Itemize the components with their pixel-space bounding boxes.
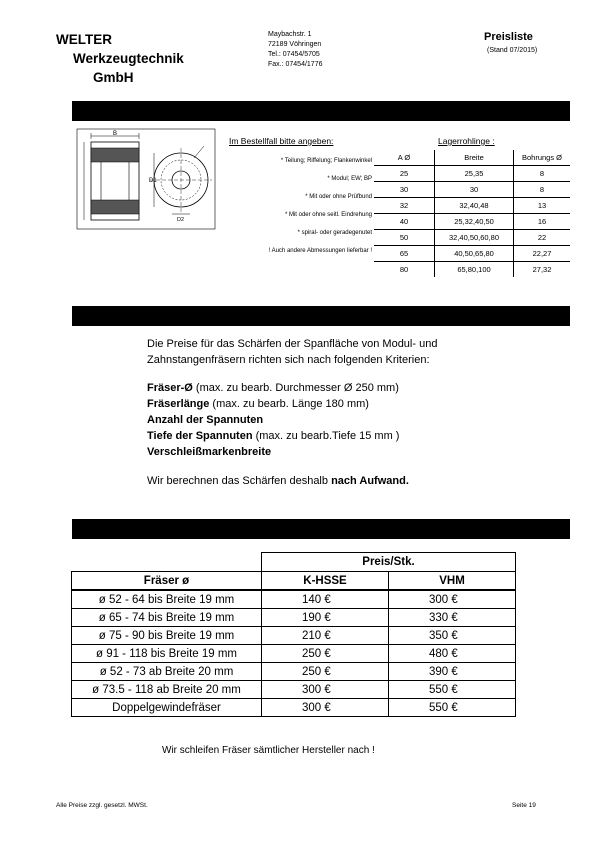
company-line-1: WELTER [56, 32, 112, 47]
company-line-3: GmbH [93, 70, 134, 85]
criterion-length: Fräserlänge (max. zu bearb. Länge 180 mm) [147, 398, 369, 410]
intro-line-1: Die Preise für das Schärfen der Spanfläche von Modul- und [147, 338, 438, 350]
order-item: * Modul; EW; BP [327, 176, 372, 182]
table-row: ø 75 - 90 bis Breite 19 mm 210 € 350 € [72, 627, 516, 645]
table-row: ø 52 - 64 bis Breite 19 mm 140 € 300 € [72, 590, 516, 609]
page-title: Preisliste [484, 31, 533, 43]
col-header: VHM [389, 572, 516, 591]
table-header-row [72, 572, 516, 591]
address-city: 72189 Vöhringen [268, 41, 322, 48]
col-header: K-HSSE [262, 572, 389, 591]
table-row: 32 32,40,48 13 [374, 198, 570, 214]
criterion-diameter: Fräser-Ø (max. zu bearb. Durchmesser Ø 250 mm) [147, 382, 399, 394]
price-table [71, 552, 516, 717]
table-row: Doppelgewindefräser 300 € 550 € [72, 699, 516, 717]
order-item: * spiral- oder geradegenutet [297, 230, 372, 236]
address-street: Maybachstr. 1 [268, 31, 312, 38]
table-row: 30 30 8 [374, 182, 570, 198]
section-bar-3 [72, 519, 570, 539]
table-row: ø 73.5 - 118 ab Breite 20 mm 300 € 550 € [72, 681, 516, 699]
table-row: ø 65 - 74 bis Breite 19 mm 190 € 330 € [72, 609, 516, 627]
col-header: A Ø [374, 150, 435, 166]
label-d2: D2 [177, 217, 185, 223]
manufacturer-note: Wir schleifen Fräser sämtlicher Hersteller nach ! [162, 745, 375, 756]
table-row: 65 40,50,65,80 22,27 [374, 246, 570, 262]
order-item: * Teilung; Riffelung; Flankenwinkel [280, 158, 372, 164]
criterion-wear: Verschleißmarkenbreite [147, 446, 272, 458]
criterion-flutes: Anzahl der Spannuten [147, 414, 264, 426]
intro-line-2: Zahnstangenfräsern richten sich nach folgenden Kriterien: [147, 354, 430, 366]
table-row: 40 25,32,40,50 16 [374, 214, 570, 230]
address-phone: Tel.: 07454/5705 [268, 51, 320, 58]
table-header-row [374, 150, 570, 166]
table-row: ø 52 - 73 ab Breite 20 mm 250 € 390 € [72, 663, 516, 681]
cutter-drawing [76, 128, 216, 230]
pricing-criteria [147, 336, 547, 489]
company-address [268, 30, 323, 70]
order-item: * Mit oder ohne seitl. Eindrehung [284, 212, 372, 218]
company-line-2: Werkzeugtechnik [73, 51, 184, 66]
table-row: 50 32,40,50,60,80 22 [374, 230, 570, 246]
stock-blanks-table [374, 150, 570, 277]
table-row: 80 65,80,100 27,32 [374, 262, 570, 278]
criterion-depth: Tiefe der Spannuten (max. zu bearb.Tiefe 15 mm ) [147, 430, 400, 442]
order-item: * Mit oder ohne Prüfbund [305, 194, 372, 200]
order-info-list [222, 152, 372, 260]
label-b: B [113, 131, 118, 137]
company-name [56, 30, 184, 87]
address-fax: Fax.: 07454/1776 [268, 61, 323, 68]
col-header: Fräser ø [72, 572, 262, 591]
label-d1: D1 [149, 178, 157, 184]
calculation-note: Wir berechnen das Schärfen deshalb nach Aufwand. [147, 475, 409, 487]
footer-vat-note: Alle Preise zzgl. gesetzl. MWSt. [56, 802, 148, 809]
order-item: ! Auch andere Abmessungen lieferbar ! [268, 248, 372, 254]
col-header: Bohrungs Ø [514, 150, 571, 166]
order-info-title: Im Bestellfall bitte angeben: [229, 136, 334, 146]
price-group-header: Preis/Stk. [262, 553, 516, 572]
section-bar-1 [72, 101, 570, 121]
stand-date: (Stand 07/2015) [487, 47, 538, 54]
table-row: 25 25,35 8 [374, 166, 570, 182]
price-group-row [72, 553, 516, 572]
section-bar-2 [72, 306, 570, 326]
table-row: ø 91 - 118 bis Breite 19 mm 250 € 480 € [72, 645, 516, 663]
col-header: Breite [435, 150, 514, 166]
page-number: Seite 19 [512, 802, 536, 809]
stock-blanks-title: Lagerrohlinge : [438, 136, 495, 146]
